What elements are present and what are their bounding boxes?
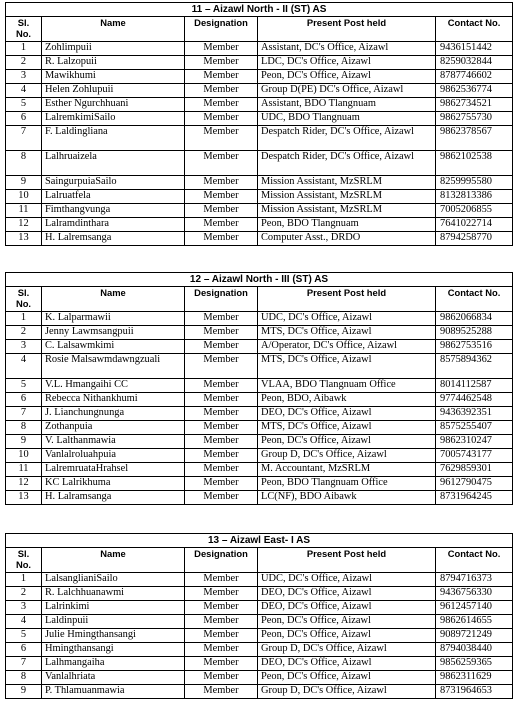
serial-number: 11 <box>6 204 42 218</box>
table-row <box>6 671 513 685</box>
table-row <box>6 379 513 393</box>
present-post: UDC, DC's Office, Aizawl <box>258 573 436 587</box>
serial-number: 7 <box>6 126 42 151</box>
header-present-post: Present Post held <box>258 287 436 312</box>
present-post: LC(NF), BDO Aibawk <box>258 491 436 505</box>
serial-number: 13 <box>6 491 42 505</box>
header-contact-no: Contact No. <box>436 548 513 573</box>
table-row <box>6 601 513 615</box>
present-post: Mission Assistant, MzSRLM <box>258 204 436 218</box>
contact-number: 8132813386 <box>436 190 513 204</box>
contact-number: 9862734521 <box>436 98 513 112</box>
present-post: Peon, DC's Office, Aizawl <box>258 70 436 84</box>
table-row <box>6 218 513 232</box>
contact-number: 8259032844 <box>436 56 513 70</box>
table-row <box>6 463 513 477</box>
serial-number: 5 <box>6 379 42 393</box>
present-post: Despatch Rider, DC's Office, Aizawl <box>258 151 436 176</box>
table-row <box>6 112 513 126</box>
member-name: Rebecca Nithankhumi <box>42 393 185 407</box>
member-name: Jenny Lawmsangpuii <box>42 326 185 340</box>
present-post: Peon, DC's Office, Aizawl <box>258 615 436 629</box>
serial-number: 1 <box>6 312 42 326</box>
serial-number: 7 <box>6 407 42 421</box>
member-name: K. Lalparmawii <box>42 312 185 326</box>
contact-number: 9612790475 <box>436 477 513 491</box>
table-row <box>6 312 513 326</box>
serial-number: 1 <box>6 42 42 56</box>
member-name: C. Lalsawmkimi <box>42 340 185 354</box>
present-post: DEO, DC's Office, Aizawl <box>258 601 436 615</box>
table-row <box>6 393 513 407</box>
designation: Member <box>185 151 258 176</box>
designation: Member <box>185 70 258 84</box>
contact-number: 9862066834 <box>436 312 513 326</box>
designation: Member <box>185 685 258 699</box>
serial-number: 4 <box>6 354 42 379</box>
table-row <box>6 326 513 340</box>
serial-number: 6 <box>6 393 42 407</box>
table-row <box>6 56 513 70</box>
designation: Member <box>185 587 258 601</box>
contact-number: 9862614655 <box>436 615 513 629</box>
present-post: Peon, DC's Office, Aizawl <box>258 671 436 685</box>
designation: Member <box>185 379 258 393</box>
designation: Member <box>185 477 258 491</box>
member-name: KC Lalrikhuma <box>42 477 185 491</box>
contact-number: 8794038440 <box>436 643 513 657</box>
serial-number: 9 <box>6 176 42 190</box>
designation: Member <box>185 573 258 587</box>
table-row <box>6 42 513 56</box>
contact-number: 7005743177 <box>436 449 513 463</box>
present-post: DEO, DC's Office, Aizawl <box>258 587 436 601</box>
designation: Member <box>185 393 258 407</box>
designation: Member <box>185 463 258 477</box>
designation: Member <box>185 98 258 112</box>
serial-number: 6 <box>6 643 42 657</box>
section-table <box>5 2 513 246</box>
present-post: Group D, DC's Office, Aizawl <box>258 643 436 657</box>
table-row <box>6 98 513 112</box>
table-row <box>6 587 513 601</box>
header-designation: Designation <box>185 287 258 312</box>
member-name: Esther Ngurchhuani <box>42 98 185 112</box>
serial-number: 2 <box>6 326 42 340</box>
contact-number: 7641022714 <box>436 218 513 232</box>
designation: Member <box>185 449 258 463</box>
serial-number: 7 <box>6 657 42 671</box>
table-row <box>6 151 513 176</box>
table-row <box>6 629 513 643</box>
serial-number: 4 <box>6 84 42 98</box>
member-name: LalremruataHrahsel <box>42 463 185 477</box>
member-name: F. Laldingliana <box>42 126 185 151</box>
serial-number: 8 <box>6 151 42 176</box>
contact-number: 9612457140 <box>436 601 513 615</box>
present-post: Peon, BDO Tlangnuam Office <box>258 477 436 491</box>
member-name: LalremkimiSailo <box>42 112 185 126</box>
contact-number: 9862310247 <box>436 435 513 449</box>
table-row <box>6 176 513 190</box>
present-post: MTS, DC's Office, Aizawl <box>258 326 436 340</box>
designation: Member <box>185 84 258 98</box>
header-sl-no: Sl. No. <box>6 287 42 312</box>
contact-number: 7005206855 <box>436 204 513 218</box>
designation: Member <box>185 312 258 326</box>
member-name: V.L. Hmangaihi CC <box>42 379 185 393</box>
member-name: Zothanpuia <box>42 421 185 435</box>
present-post: Assistant, BDO Tlangnuam <box>258 98 436 112</box>
table-row <box>6 84 513 98</box>
present-post: DEO, DC's Office, Aizawl <box>258 407 436 421</box>
table-row <box>6 491 513 505</box>
member-name: Helen Zohlupuii <box>42 84 185 98</box>
serial-number: 2 <box>6 587 42 601</box>
contact-number: 9862378567 <box>436 126 513 151</box>
serial-number: 6 <box>6 112 42 126</box>
designation: Member <box>185 601 258 615</box>
member-name: J. Lianchungnunga <box>42 407 185 421</box>
member-name: Lalhruaizela <box>42 151 185 176</box>
member-name: Vanlalhriata <box>42 671 185 685</box>
contact-number: 8575894362 <box>436 354 513 379</box>
contact-number: 8787746602 <box>436 70 513 84</box>
member-name: V. Lalthanmawia <box>42 435 185 449</box>
present-post: Peon, DC's Office, Aizawl <box>258 435 436 449</box>
designation: Member <box>185 421 258 435</box>
designation: Member <box>185 435 258 449</box>
table-row <box>6 643 513 657</box>
contact-number: 8731964653 <box>436 685 513 699</box>
designation: Member <box>185 112 258 126</box>
designation: Member <box>185 326 258 340</box>
present-post: Mission Assistant, MzSRLM <box>258 176 436 190</box>
header-contact-no: Contact No. <box>436 17 513 42</box>
designation: Member <box>185 204 258 218</box>
table-row <box>6 204 513 218</box>
table-row <box>6 126 513 151</box>
serial-number: 13 <box>6 232 42 246</box>
present-post: Peon, BDO Tlangnuam <box>258 218 436 232</box>
contact-number: 9862311629 <box>436 671 513 685</box>
serial-number: 11 <box>6 463 42 477</box>
table-row <box>6 340 513 354</box>
header-present-post: Present Post held <box>258 17 436 42</box>
table-row <box>6 615 513 629</box>
table-row <box>6 685 513 699</box>
present-post: UDC, BDO Tlangnuam <box>258 112 436 126</box>
designation: Member <box>185 340 258 354</box>
contact-number: 9436392351 <box>436 407 513 421</box>
present-post: Group D, DC's Office, Aizawl <box>258 449 436 463</box>
member-name: SaingurpuiaSailo <box>42 176 185 190</box>
designation: Member <box>185 56 258 70</box>
present-post: MTS, DC's Office, Aizawl <box>258 354 436 379</box>
member-name: Lalruatfela <box>42 190 185 204</box>
contact-number: 8575255407 <box>436 421 513 435</box>
member-name: Fimthangvunga <box>42 204 185 218</box>
table-row <box>6 421 513 435</box>
present-post: Peon, BDO, Aibawk <box>258 393 436 407</box>
contact-number: 9856259365 <box>436 657 513 671</box>
header-present-post: Present Post held <box>258 548 436 573</box>
serial-number: 3 <box>6 340 42 354</box>
serial-number: 12 <box>6 218 42 232</box>
present-post: MTS, DC's Office, Aizawl <box>258 421 436 435</box>
member-name: LalsanglianiSailo <box>42 573 185 587</box>
contact-number: 8014112587 <box>436 379 513 393</box>
member-name: P. Thlamuanmawia <box>42 685 185 699</box>
table-row <box>6 407 513 421</box>
contact-number: 8731964245 <box>436 491 513 505</box>
present-post: Assistant, DC's Office, Aizawl <box>258 42 436 56</box>
designation: Member <box>185 407 258 421</box>
contact-number: 7629859301 <box>436 463 513 477</box>
contact-number: 9862755730 <box>436 112 513 126</box>
header-name: Name <box>42 287 185 312</box>
present-post: Group D(PE) DC's Office, Aizawl <box>258 84 436 98</box>
contact-number: 8794716373 <box>436 573 513 587</box>
designation: Member <box>185 657 258 671</box>
header-name: Name <box>42 548 185 573</box>
section-title: 12 – Aizawl North - III (ST) AS <box>6 273 513 287</box>
member-name: Laldinpuii <box>42 615 185 629</box>
serial-number: 5 <box>6 629 42 643</box>
designation: Member <box>185 232 258 246</box>
member-name: Vanlalroluahpuia <box>42 449 185 463</box>
member-name: Lalhmangaiha <box>42 657 185 671</box>
present-post: A/Operator, DC's Office, Aizawl <box>258 340 436 354</box>
designation: Member <box>185 190 258 204</box>
member-name: Rosie Malsawmdawngzuali <box>42 354 185 379</box>
serial-number: 9 <box>6 435 42 449</box>
table-row <box>6 232 513 246</box>
header-designation: Designation <box>185 548 258 573</box>
serial-number: 12 <box>6 477 42 491</box>
member-name: Julie Hmingthansangi <box>42 629 185 643</box>
serial-number: 2 <box>6 56 42 70</box>
header-name: Name <box>42 17 185 42</box>
contact-number: 9436756330 <box>436 587 513 601</box>
table-row <box>6 70 513 84</box>
member-name: R. Lalchhuanawmi <box>42 587 185 601</box>
serial-number: 8 <box>6 671 42 685</box>
table-row <box>6 573 513 587</box>
designation: Member <box>185 218 258 232</box>
present-post: Despatch Rider, DC's Office, Aizawl <box>258 126 436 151</box>
designation: Member <box>185 615 258 629</box>
present-post: DEO, DC's Office, Aizawl <box>258 657 436 671</box>
header-sl-no: Sl. No. <box>6 548 42 573</box>
designation: Member <box>185 629 258 643</box>
serial-number: 3 <box>6 70 42 84</box>
section-table <box>5 533 513 699</box>
table-row <box>6 354 513 379</box>
member-name: Hmingthansangi <box>42 643 185 657</box>
table-row <box>6 449 513 463</box>
header-contact-no: Contact No. <box>436 287 513 312</box>
table-row <box>6 190 513 204</box>
member-name: Lalramdinthara <box>42 218 185 232</box>
member-name: H. Lalremsanga <box>42 232 185 246</box>
present-post: Mission Assistant, MzSRLM <box>258 190 436 204</box>
serial-number: 4 <box>6 615 42 629</box>
contact-number: 8259995580 <box>436 176 513 190</box>
table-row <box>6 657 513 671</box>
designation: Member <box>185 671 258 685</box>
member-name: Zohlimpuii <box>42 42 185 56</box>
section-title: 13 – Aizawl East- I AS <box>6 534 513 548</box>
member-name: H. Lalramsanga <box>42 491 185 505</box>
serial-number: 9 <box>6 685 42 699</box>
serial-number: 1 <box>6 573 42 587</box>
table-row <box>6 435 513 449</box>
contact-number: 9436151442 <box>436 42 513 56</box>
present-post: LDC, DC's Office, Aizawl <box>258 56 436 70</box>
serial-number: 3 <box>6 601 42 615</box>
designation: Member <box>185 354 258 379</box>
section-title: 11 – Aizawl North - II (ST) AS <box>6 3 513 17</box>
contact-number: 9862536774 <box>436 84 513 98</box>
header-designation: Designation <box>185 17 258 42</box>
designation: Member <box>185 491 258 505</box>
present-post: Peon, DC's Office, Aizawl <box>258 629 436 643</box>
present-post: VLAA, BDO Tlangnuam Office <box>258 379 436 393</box>
present-post: Computer Asst., DRDO <box>258 232 436 246</box>
serial-number: 8 <box>6 421 42 435</box>
designation: Member <box>185 643 258 657</box>
contact-number: 9774462548 <box>436 393 513 407</box>
member-name: R. Lalzopuii <box>42 56 185 70</box>
member-name: Mawikhumi <box>42 70 185 84</box>
contact-number: 8794258770 <box>436 232 513 246</box>
contact-number: 9862753516 <box>436 340 513 354</box>
member-name: Lalrinkimi <box>42 601 185 615</box>
designation: Member <box>185 126 258 151</box>
serial-number: 5 <box>6 98 42 112</box>
header-sl-no: Sl. No. <box>6 17 42 42</box>
present-post: Group D, DC's Office, Aizawl <box>258 685 436 699</box>
designation: Member <box>185 42 258 56</box>
contact-number: 9862102538 <box>436 151 513 176</box>
table-row <box>6 477 513 491</box>
designation: Member <box>185 176 258 190</box>
present-post: M. Accountant, MzSRLM <box>258 463 436 477</box>
serial-number: 10 <box>6 449 42 463</box>
contact-number: 9089525288 <box>436 326 513 340</box>
present-post: UDC, DC's Office, Aizawl <box>258 312 436 326</box>
contact-number: 9089721249 <box>436 629 513 643</box>
serial-number: 10 <box>6 190 42 204</box>
section-table <box>5 272 513 505</box>
